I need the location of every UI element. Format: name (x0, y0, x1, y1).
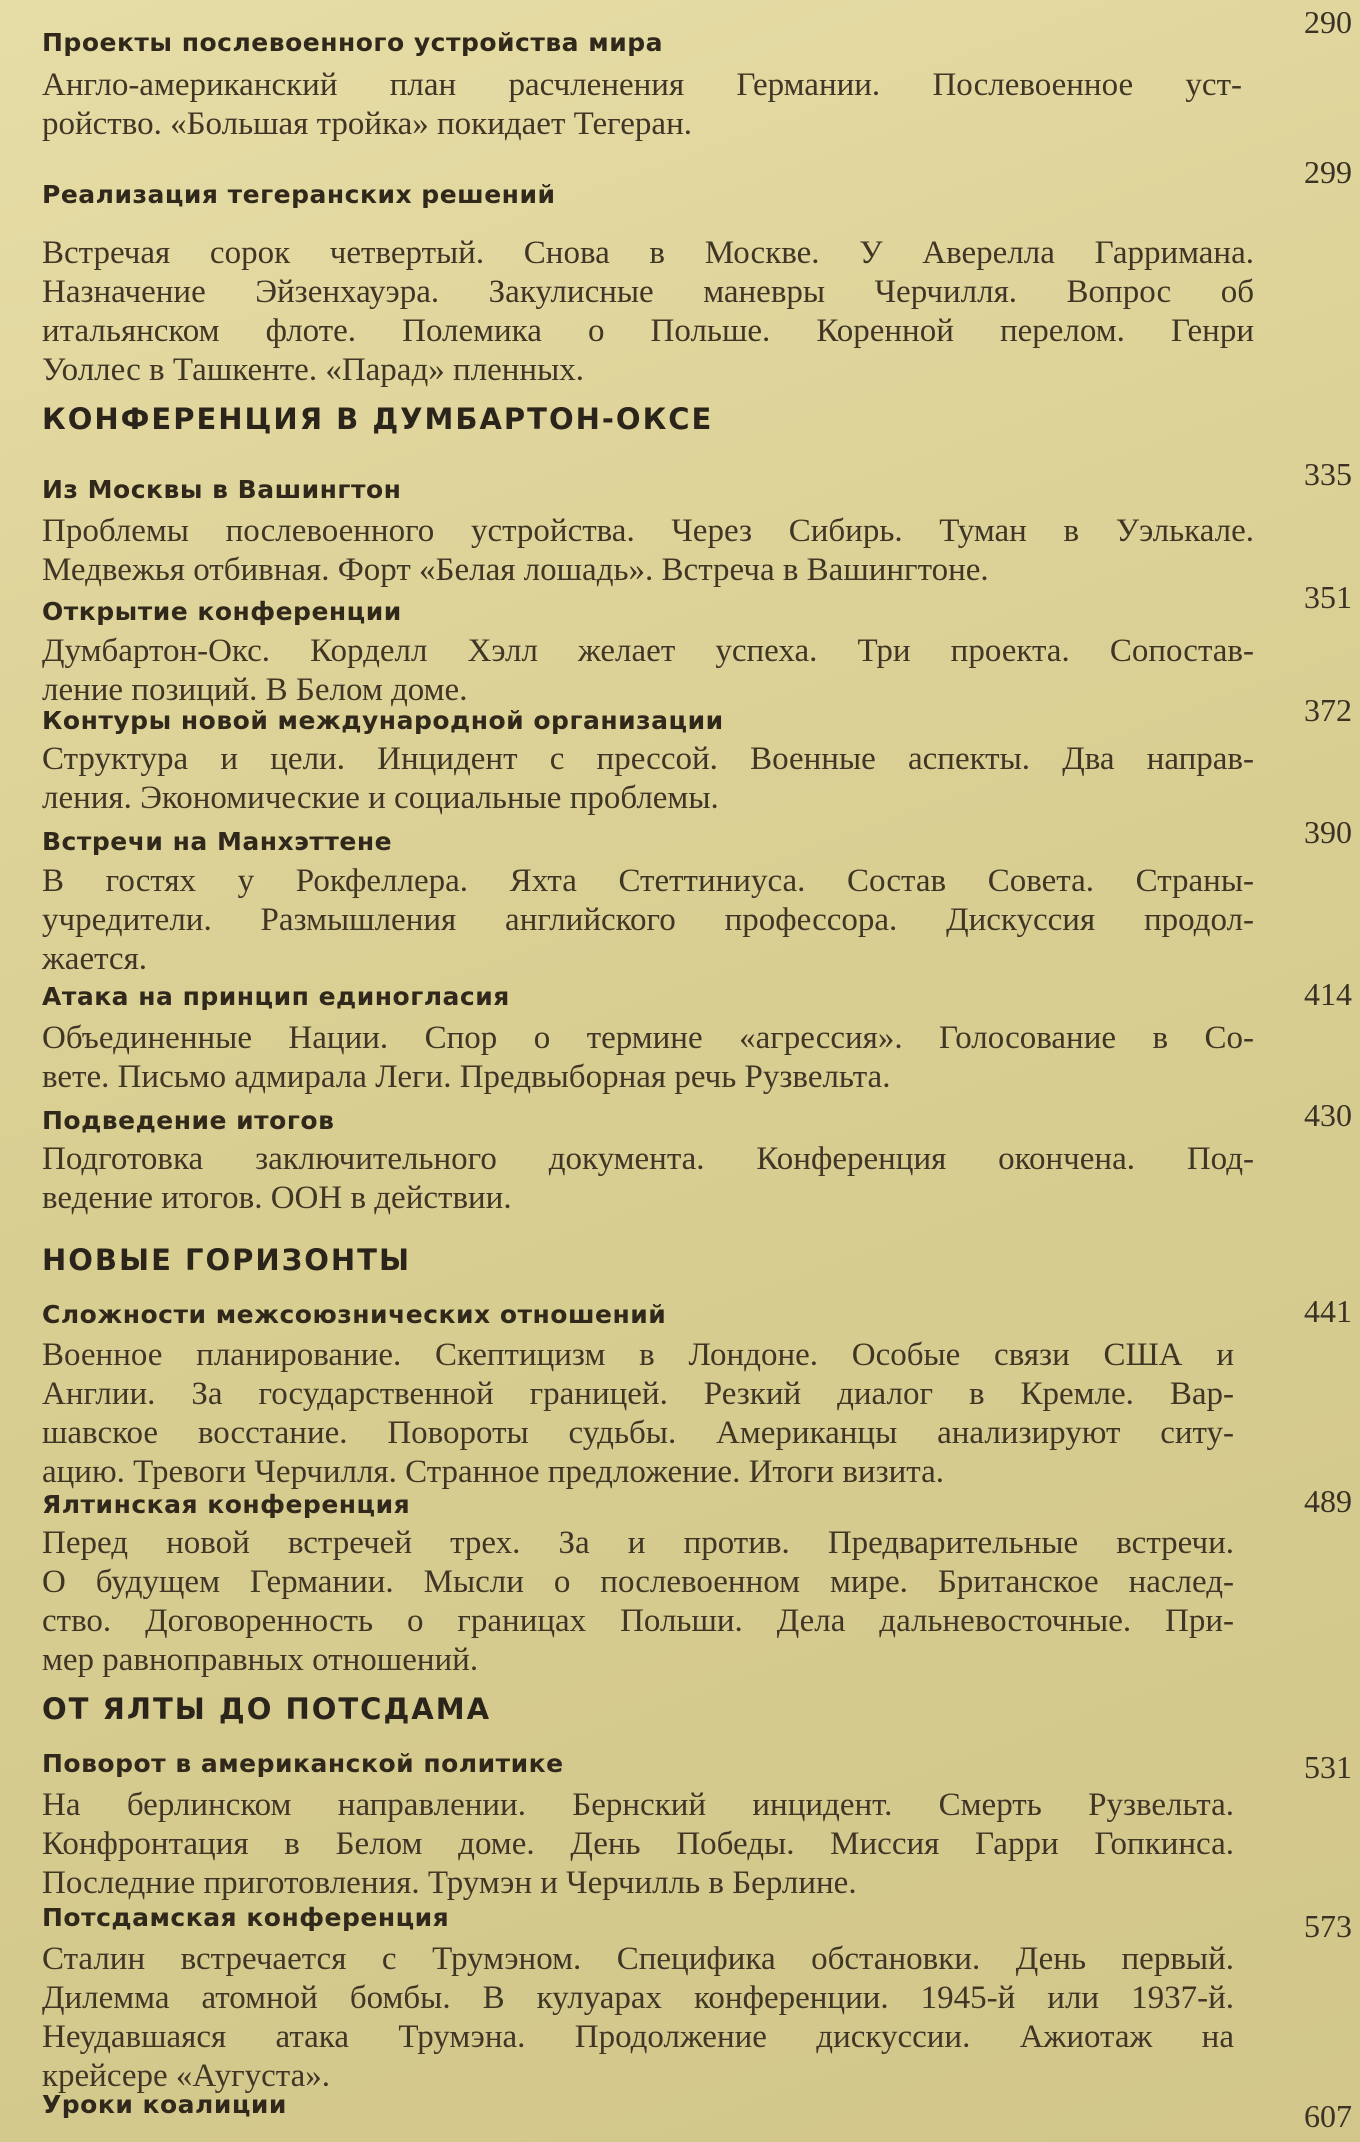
toc-entry-title: Из Москвы в Вашингтон (42, 475, 402, 504)
section-heading: КОНФЕРЕНЦИЯ В ДУМБАРТОН-ОКСЕ (42, 402, 714, 436)
toc-description-line: Структура и цели. Инцидент с прессой. Военные аспекты. Два направ- (42, 741, 1254, 777)
toc-description-line: Сталин встречается с Трумэном. Специфика обстановки. День первый. (42, 1941, 1234, 1977)
toc-entry-title: Сложности межсоюзнических отношений (42, 1300, 667, 1329)
toc-description-line: Назначение Эйзенхауэра. Закулисные маневры Черчилля. Вопрос об (42, 274, 1254, 310)
toc-description-line: О будущем Германии. Мысли о послевоенном мире. Британское наслед- (42, 1564, 1234, 1600)
toc-page-number: 573 (1304, 1908, 1352, 1944)
toc-description-line: Конфронтация в Белом доме. День Победы. Миссия Гарри Гопкинса. (42, 1826, 1234, 1862)
toc-description-line: Проблемы послевоенного устройства. Через Сибирь. Туман в Уэлькале. (42, 513, 1254, 549)
toc-page-number: 390 (1304, 814, 1352, 850)
toc-entry-title: Поворот в американской политике (42, 1749, 564, 1778)
section-heading: НОВЫЕ ГОРИЗОНТЫ (42, 1243, 411, 1277)
toc-description-line: Уоллес в Ташкенте. «Парад» пленных. (42, 352, 585, 388)
toc-description-line: Дилемма атомной бомбы. В кулуарах конференции. 1945-й или 1937-й. (42, 1980, 1234, 2016)
toc-description-line: Подготовка заключительного документа. Конференция окончена. Под- (42, 1141, 1254, 1177)
toc-description-line: Медвежья отбивная. Форт «Белая лошадь». Встреча в Вашингтоне. (42, 552, 989, 588)
toc-entry-title: Потсдамская конференция (42, 1903, 450, 1932)
toc-description-line: мер равноправных отношений. (42, 1642, 479, 1678)
toc-page-number: 414 (1304, 976, 1352, 1012)
toc-page-number: 351 (1304, 579, 1352, 615)
toc-entry-title: Уроки коалиции (42, 2090, 287, 2119)
toc-description-line: итальянском флоте. Полемика о Польше. Коренной перелом. Генри (42, 313, 1254, 349)
toc-description-line: Последние приготовления. Трумэн и Черчилль в Берлине. (42, 1865, 857, 1901)
toc-description-line: Объединенные Нации. Спор о термине «агрессия». Голосование в Со- (42, 1020, 1254, 1056)
toc-entry-description (42, 1786, 1234, 1903)
toc-page-number: 335 (1304, 456, 1352, 492)
toc-entry-description (42, 1019, 1254, 1097)
toc-page-number: 372 (1304, 692, 1352, 728)
toc-description-line: ацию. Тревоги Черчилля. Странное предложение. Итоги визита. (42, 1454, 944, 1490)
toc-entry-description (42, 512, 1254, 590)
toc-entry-title: Подведение итогов (42, 1106, 335, 1135)
toc-description-line: ление позиций. В Белом доме. (42, 672, 468, 708)
toc-description-line: Англии. За государственной границей. Резкий диалог в Кремле. Вар- (42, 1376, 1234, 1412)
toc-entry-title: Атака на принцип единогласия (42, 982, 510, 1011)
toc-description-line: ведение итогов. ООН в действии. (42, 1180, 512, 1216)
toc-entry-description (42, 66, 1242, 144)
toc-description-line: Военное планирование. Скептицизм в Лондоне. Особые связи США и (42, 1337, 1234, 1373)
toc-entry-description (42, 740, 1254, 818)
toc-entry-description (42, 1940, 1234, 2096)
toc-entry-description (42, 862, 1254, 979)
toc-entry-title: Реализация тегеранских решений (42, 180, 556, 209)
toc-description-line: Встречая сорок четвертый. Снова в Москве. У Аверелла Гарримана. (42, 235, 1254, 271)
toc-description-line: учредители. Размышления английского профессора. Дискуссия продол- (42, 902, 1254, 938)
toc-page-number: 489 (1304, 1483, 1352, 1519)
toc-entry-description (42, 1524, 1234, 1680)
toc-entry-description (42, 234, 1254, 390)
toc-entry-title: Встречи на Манхэттене (42, 827, 393, 856)
toc-description-line: крейсере «Аугуста». (42, 2058, 331, 2094)
toc-entry-description (42, 632, 1254, 710)
toc-page-number: 430 (1304, 1097, 1352, 1133)
toc-page-number: 607 (1304, 2098, 1352, 2134)
toc-description-line: вете. Письмо адмирала Леги. Предвыборная речь Рузвельта. (42, 1059, 891, 1095)
toc-description-line: Думбартон-Окс. Корделл Хэлл желает успеха. Три проекта. Сопостав- (42, 633, 1254, 669)
toc-entry-title: Открытие конференции (42, 597, 402, 626)
toc-page-number: 290 (1304, 4, 1352, 40)
toc-description-line: Перед новой встречей трех. За и против. Предварительные встречи. (42, 1525, 1234, 1561)
toc-description-line: ройство. «Большая тройка» покидает Тегеран. (42, 106, 692, 142)
toc-entry-title: Ялтинская конференция (42, 1490, 411, 1519)
toc-page-number: 299 (1304, 154, 1352, 190)
toc-description-line: ство. Договоренность о границах Польши. Дела дальневосточные. При- (42, 1603, 1234, 1639)
toc-description-line: В гостях у Рокфеллера. Яхта Стеттиниуса. Состав Совета. Страны- (42, 863, 1254, 899)
toc-description-line: Неудавшаяся атака Трумэна. Продолжение дискуссии. Ажиотаж на (42, 2019, 1234, 2055)
toc-entry-description (42, 1140, 1254, 1218)
toc-entry-title: Проекты послевоенного устройства мира (42, 28, 663, 57)
toc-description-line: На берлинском направлении. Бернский инцидент. Смерть Рузвельта. (42, 1787, 1234, 1823)
toc-description-line: жается. (42, 941, 147, 977)
toc-entry-description (42, 1336, 1234, 1492)
toc-page-number: 531 (1304, 1749, 1352, 1785)
toc-description-line: шавское восстание. Повороты судьбы. Американцы анализируют ситу- (42, 1415, 1234, 1451)
toc-description-line: Англо-американский план расчленения Германии. Послевоенное уст- (42, 67, 1242, 103)
toc-description-line: ления. Экономические и социальные проблемы. (42, 780, 719, 816)
toc-entry-title: Контуры новой международной организации (42, 706, 724, 735)
toc-page-number: 441 (1304, 1293, 1352, 1329)
section-heading: ОТ ЯЛТЫ ДО ПОТСДАМА (42, 1692, 492, 1726)
